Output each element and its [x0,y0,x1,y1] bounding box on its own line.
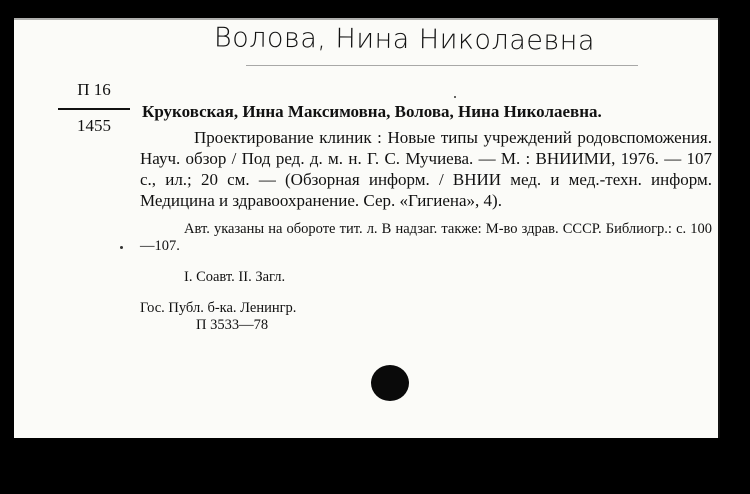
shelf-mark-divider [58,108,130,110]
speck [454,96,456,98]
catalog-card [14,18,720,438]
card-edge [14,18,718,20]
author-heading: Круковская, Инна Максимовна, Волова, Нина Николаевна. [142,102,602,121]
speck [120,246,123,249]
annotation-note: Авт. указаны на обороте тит. л. В надзаг. также: М-во здрав. СССР. Библиогр.: с. 100—107. [140,221,712,254]
library-stamp-text [140,300,712,334]
shelf-mark [54,80,134,136]
bibliographic-entry [140,102,712,334]
tracing-line: I. Соавт. II. Загл. [184,269,286,285]
shelf-mark-top: П 16 [77,80,111,99]
title-description: Проектирование клиник : Новые типы учреждений родовспоможения. Науч. обзор / Под ред. д. м. н. Г. С. Мучиева. — М. : ВНИИМИ, 1976. — 107 с., ил.; 20 см. — (Обзорная информ. / ВНИИ мед. и мед.-техн. информ. Медицина и здравоохранение. Сер. «Гигиена», 4). [140,128,712,210]
ink-stamp-blot [371,365,409,401]
handwritten-heading: Волова, Нина Николаевна [213,22,596,57]
library-name: Гос. Публ. б-ка. Ленингр. [140,300,297,316]
library-number: П 3533—78 [196,317,269,333]
shelf-mark-bottom: 1455 [77,116,111,135]
handwritten-underline [246,65,638,66]
